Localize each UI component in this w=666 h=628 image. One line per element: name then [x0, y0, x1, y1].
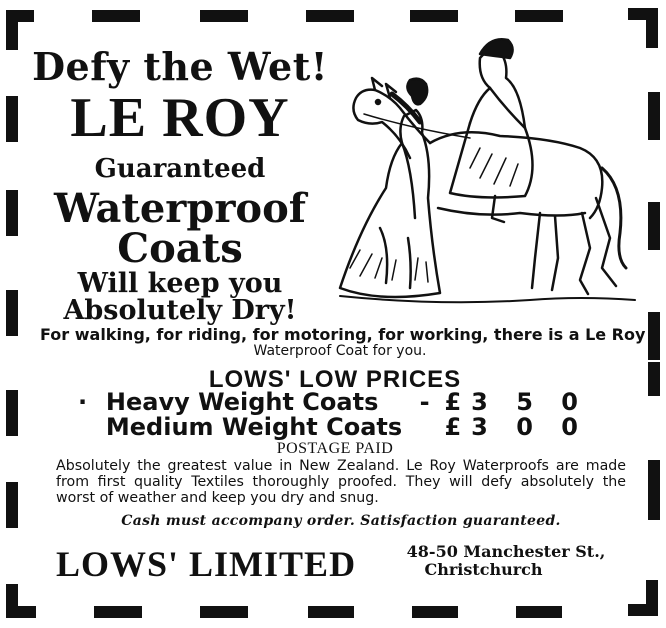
headline-waterproof: Waterproof [54, 185, 306, 232]
address-line-1: 48-50 Manchester St., [406, 542, 606, 561]
intro-text [40, 325, 646, 360]
headline-coats: Coats [117, 225, 243, 272]
horse-rider-illustration [320, 18, 640, 318]
headline-guaranteed: Guaranteed [94, 154, 266, 184]
price-item-price: £3 0 0 [444, 413, 588, 441]
price-item-name: Medium Weight Coats [105, 413, 403, 441]
price-item-price: £3 5 0 [444, 388, 588, 416]
claim-absolutely-dry: Absolutely Dry! [63, 295, 297, 326]
price-item-dash: - [419, 388, 430, 416]
prices-heading: LOWS' LOW PRICES [208, 366, 462, 393]
price-item-name: Heavy Weight Coats [105, 388, 379, 416]
brand-name: LE ROY [70, 87, 290, 149]
headline-defy: Defy the Wet! [32, 44, 328, 89]
price-row-medium [78, 413, 588, 441]
address-line-2: Christchurch [424, 560, 543, 579]
price-row-heavy: · Heavy Weight Coats - £3 5 0 [78, 388, 588, 416]
intro-line-2: Waterproof Coat for you. [253, 343, 427, 359]
intro-line-1: For walking, for riding, for motoring, for working, there is a Le Roy [40, 325, 646, 344]
cash-note: Cash must accompany order. Satisfaction guaranteed. [121, 513, 561, 529]
body-paragraph: Absolutely the greatest value in New Zealand. Le Roy Waterproofs are made from first quality Textiles thoroughly proofed. They will defy absolutely the worst of weather and keep you dry and snug. [56, 458, 626, 506]
company-name: LOWS' LIMITED [56, 544, 357, 584]
claim-keep-you: Will keep you [77, 268, 283, 299]
postage-paid: POSTAGE PAID [276, 440, 394, 457]
